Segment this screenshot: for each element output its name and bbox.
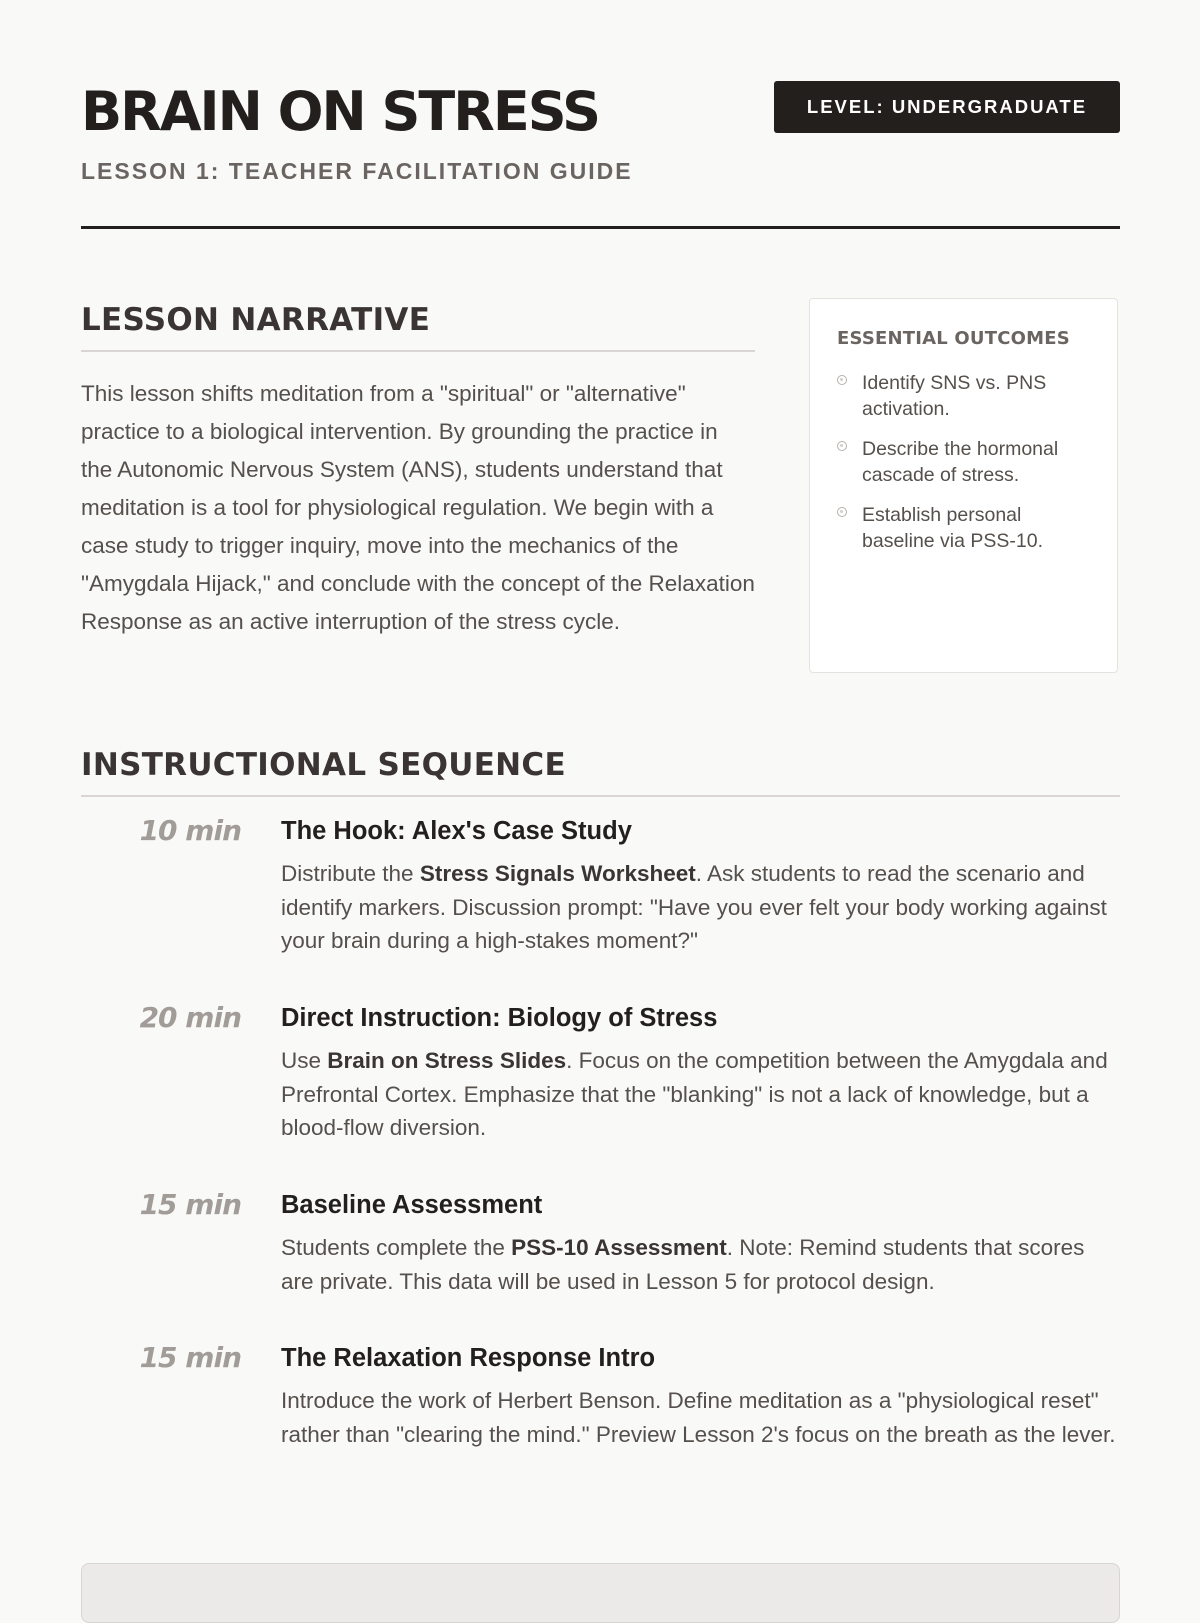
outcome-text: Identify SNS vs. PNS activation.	[862, 372, 1047, 420]
circle-bullet-icon	[837, 375, 847, 385]
outcome-item	[837, 502, 1090, 554]
step-desc-text: Students complete the	[281, 1235, 512, 1260]
step-material: Stress Signals Worksheet	[419, 861, 696, 886]
step-title: Direct Instruction: Biology of Stress	[281, 1004, 718, 1032]
step-title: The Hook: Alex's Case Study	[281, 817, 632, 845]
footer-panel	[81, 1563, 1120, 1623]
narrative-heading: LESSON NARRATIVE	[81, 302, 431, 338]
outcomes-list	[837, 370, 1090, 554]
circle-bullet-icon	[837, 507, 847, 517]
level-badge: LEVEL: UNDERGRADUATE	[774, 81, 1120, 133]
step-description	[281, 1231, 1120, 1298]
circle-bullet-icon	[837, 441, 847, 451]
step-title: Baseline Assessment	[281, 1191, 543, 1219]
step-desc-text: Use	[281, 1048, 328, 1073]
outcome-item	[837, 436, 1090, 488]
outcome-text: Establish personal baseline via PSS-10.	[862, 504, 1044, 552]
lesson-narrative-section	[81, 300, 755, 641]
outcomes-title: ESSENTIAL OUTCOMES	[837, 328, 1070, 349]
narrative-text: This lesson shifts meditation from a "spiritual" or "alternative" practice to a biological intervention. By grounding the practice in the Autonomic Nervous System (ANS), students understand that meditation is a tool for physiological regulation. We begin with a case study to trigger inquiry, move into the mechanics of the "Amygdala Hijack," and conclude with the concept of the Relaxation Response as an active interruption of the stress cycle.	[81, 381, 755, 634]
step-description	[281, 1384, 1120, 1451]
header-divider	[81, 226, 1120, 229]
step-body	[281, 1340, 1120, 1451]
step-desc-text: . Ask students to read the scenario and identify markers. Discussion prompt: "Have you ever felt your body working against your brain during a high-stakes moment?"	[281, 861, 1107, 953]
sequence-divider	[81, 795, 1120, 797]
step-description	[281, 1044, 1120, 1145]
page-subtitle: LESSON 1: TEACHER FACILITATION GUIDE	[81, 158, 633, 184]
step-duration: 20 min	[139, 1001, 241, 1034]
essential-outcomes-card	[809, 298, 1118, 673]
step-material: PSS-10 Assessment	[511, 1235, 727, 1260]
step-body	[281, 1000, 1120, 1145]
step-duration: 15 min	[139, 1188, 241, 1221]
page-header	[81, 0, 1120, 230]
step-desc-text: Introduce the work of Herbert Benson. Define meditation as a "physiological reset" rather than "clearing the mind." Preview Lesson 2's focus on the breath as the lever.	[281, 1388, 1116, 1447]
guide-page	[81, 0, 1120, 1447]
step-desc-text: Distribute the	[281, 861, 420, 886]
step-body	[281, 813, 1120, 958]
step-desc-text: . Focus on the competition between the Amygdala and Prefrontal Cortex. Emphasize that the "blanking" is not a lack of knowledge, but a blood-flow diversion.	[281, 1048, 1108, 1140]
step-material: Brain on Stress Slides	[327, 1048, 567, 1073]
narrative-divider	[81, 350, 755, 352]
outcome-item	[837, 370, 1090, 422]
step-duration: 10 min	[139, 814, 241, 847]
sequence-heading: INSTRUCTIONAL SEQUENCE	[81, 747, 566, 783]
instructional-sequence-section	[81, 745, 1120, 1447]
step-description	[281, 857, 1120, 958]
step-title: The Relaxation Response Intro	[281, 1344, 656, 1372]
page-title: BRAIN ON STRESS	[81, 80, 600, 143]
step-duration: 15 min	[139, 1341, 241, 1374]
step-body	[281, 1187, 1120, 1298]
step-desc-text: . Note: Remind students that scores are private. This data will be used in Lesson 5 for protocol design.	[281, 1235, 1085, 1294]
outcome-text: Describe the hormonal cascade of stress.	[862, 438, 1059, 486]
